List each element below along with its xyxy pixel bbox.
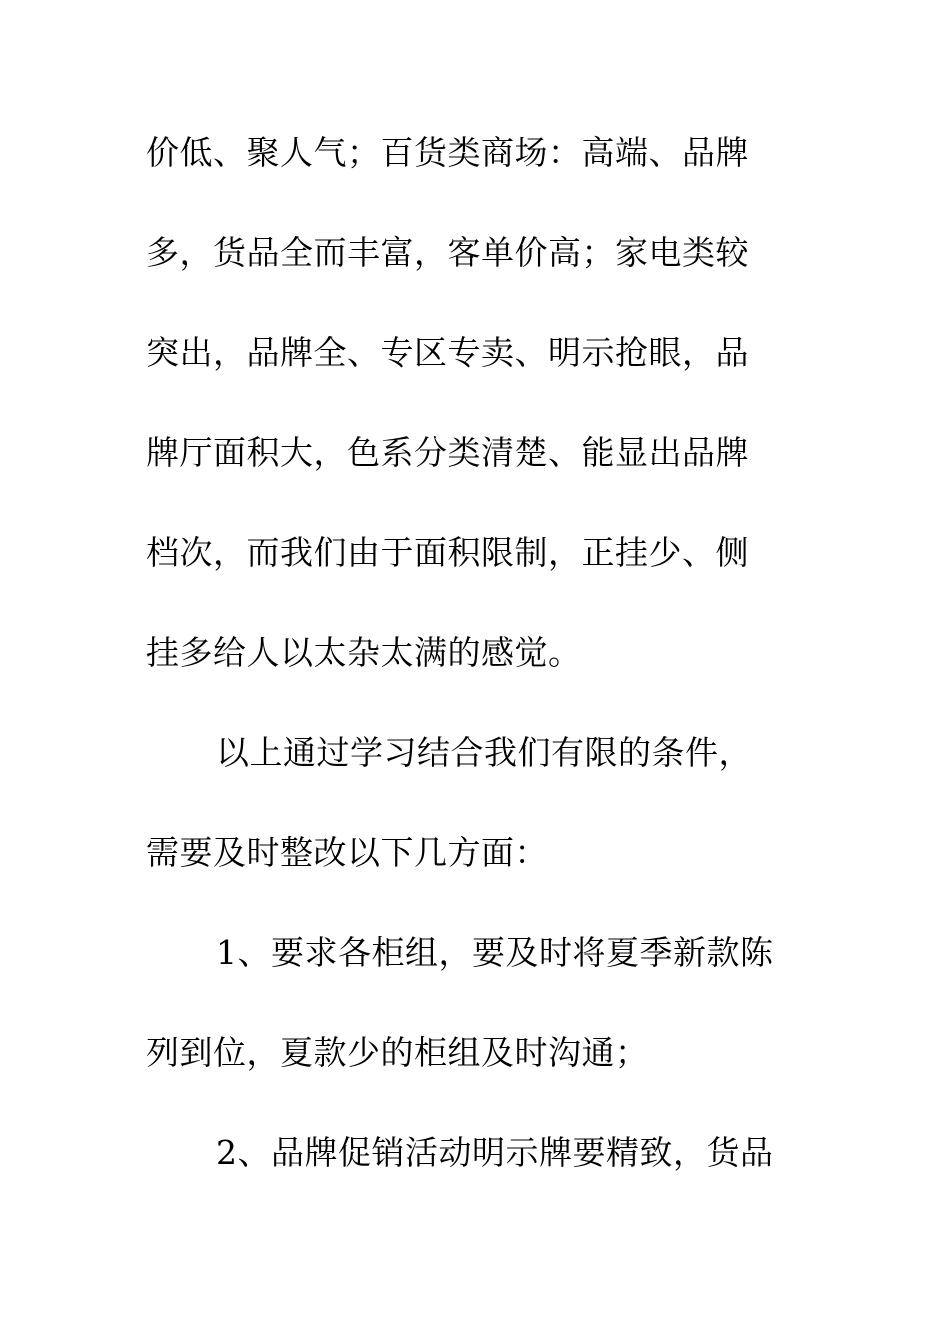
text-line: 牌厅面积大，色系分类清楚、能显出品牌 bbox=[146, 433, 749, 472]
text-line: 挂多给人以太杂太满的感觉。 bbox=[146, 633, 582, 672]
text-line: 档次，而我们由于面积限制，正挂少、侧 bbox=[146, 533, 749, 572]
text-line: 需要及时整改以下几方面： bbox=[146, 833, 548, 872]
paragraph-start-line: 以上通过学习结合我们有限的条件， bbox=[216, 733, 752, 772]
text-line: 列到位，夏款少的柜组及时沟通； bbox=[146, 1033, 649, 1072]
text-line: 价低、聚人气；百货类商场：高端、品牌 bbox=[146, 133, 749, 172]
text-line: 多，货品全而丰富，客单价高；家电类较 bbox=[146, 233, 749, 272]
list-item-1-line: 1、要求各柜组，要及时将夏季新款陈 bbox=[216, 933, 774, 972]
text-line: 突出，品牌全、专区专卖、明示抢眼，品 bbox=[146, 333, 749, 372]
list-item-2-line: 2、品牌促销活动明示牌要精致，货品 bbox=[216, 1133, 774, 1172]
